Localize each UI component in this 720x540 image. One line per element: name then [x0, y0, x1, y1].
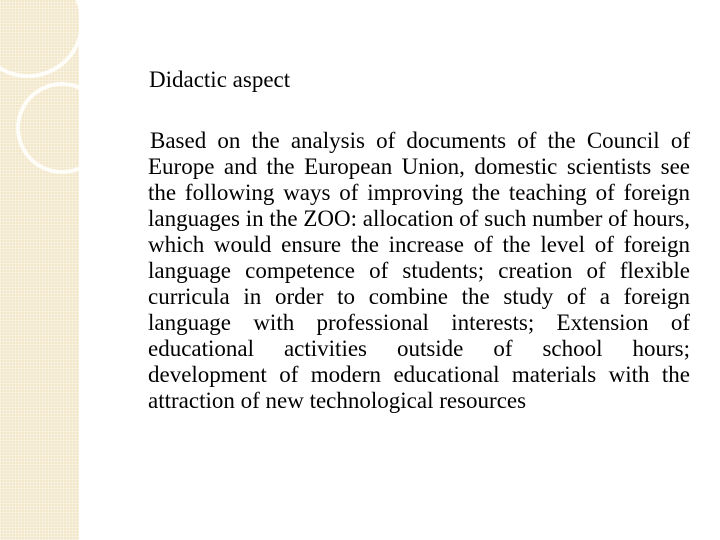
decorative-circle-large	[0, 0, 79, 76]
decorative-circles	[0, 0, 79, 540]
decorative-side-band	[0, 0, 79, 540]
slide-title: Didactic aspect	[149, 67, 291, 92]
slide-body-text: Based on the analysis of documents of the Council of Europe and the European Union, domestic scientists see the following ways of improving the teaching of foreign languages in the ZOO: allocation of such number of hours, which would ensure the increase of the level of foreign language competence of students; creation of flexible curricula in order to combine the study of a foreign language with professional interests; Extension of educational activities outside of school hours; development of modern educational materials with the attraction of new technological resources	[148, 128, 690, 413]
decorative-circle-small	[18, 84, 79, 172]
